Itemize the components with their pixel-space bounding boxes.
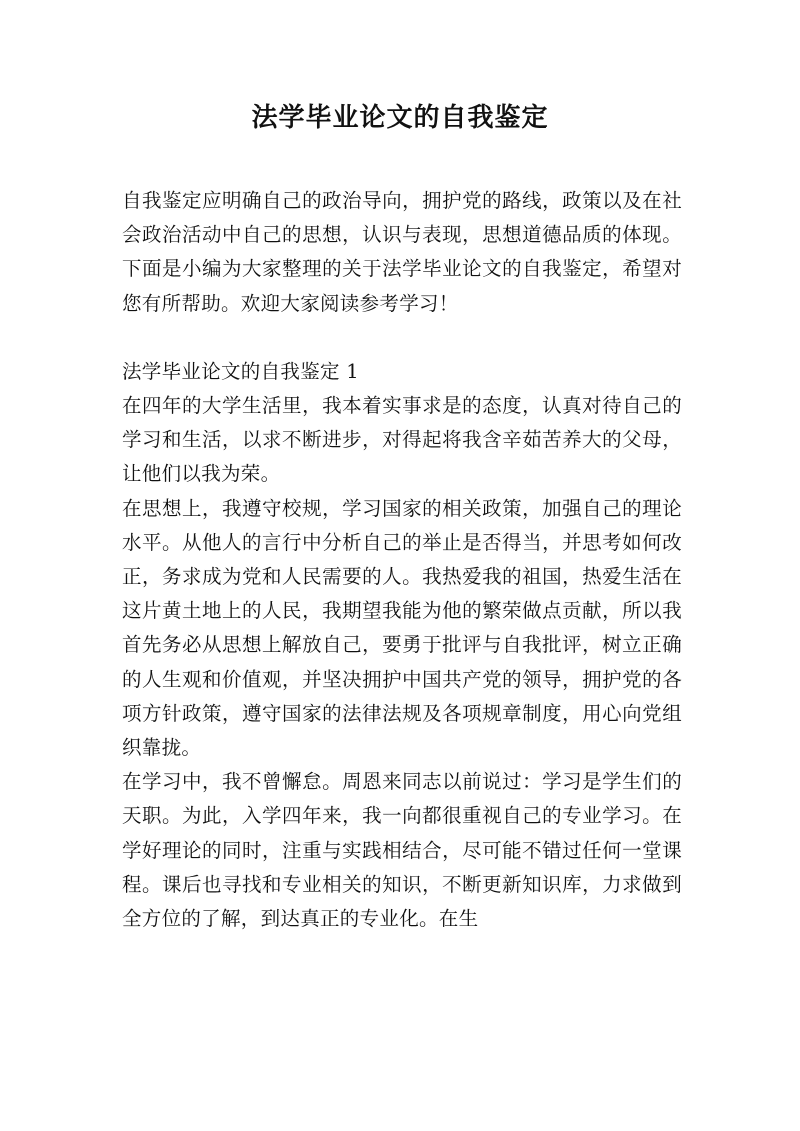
document-title: 法学毕业论文的自我鉴定 — [251, 103, 549, 133]
body-paragraph-2: 在思想上，我遵守校规，学习国家的相关政策，加强自己的理论水平。从他人的言行中分析自己的举止是否得当，并思考如何改正，务求成为党和人民需要的人。我热爱我的祖国，热爱生活在这片黄土地上的人民，我期望我能为他的繁荣做点贡献，所以我首先务必从思想上解放自己，要勇于批评与自我批评，树立正确的人生观和价值观，并坚决拥护中国共产党的领导，拥护党的各项方针政策，遵守国家的法律法规及各项规章制度，用心向党组织靠拢。 — [122, 496, 682, 760]
section-heading: 法学毕业论文的自我鉴定 1 — [122, 359, 360, 383]
document-body — [122, 184, 682, 936]
body-paragraph-3: 在学习中，我不曾懈怠。周恩来同志以前说过：学习是学生们的天职。为此，入学四年来，我一向都很重视自己的专业学习。在学好理论的同时，注重与实践相结合，尽可能不错过任何一堂课程。课后也寻找和专业相关的知识，不断更新知识库，力求做到全方位的了解，到达真正的专业化。在生 — [122, 770, 682, 931]
intro-paragraph: 自我鉴定应明确自己的政治导向，拥护党的路线，政策以及在社会政治活动中自己的思想，认识与表现，思想道德品质的体现。下面是小编为大家整理的关于法学毕业论文的自我鉴定，希望对您有所帮助。欢迎大家阅读参考学习！ — [122, 189, 682, 315]
body-paragraph-1: 在四年的大学生活里，我本着实事求是的态度，认真对待自己的学习和生活，以求不断进步，对得起将我含辛茹苦养大的父母，让他们以我为荣。 — [122, 394, 682, 486]
